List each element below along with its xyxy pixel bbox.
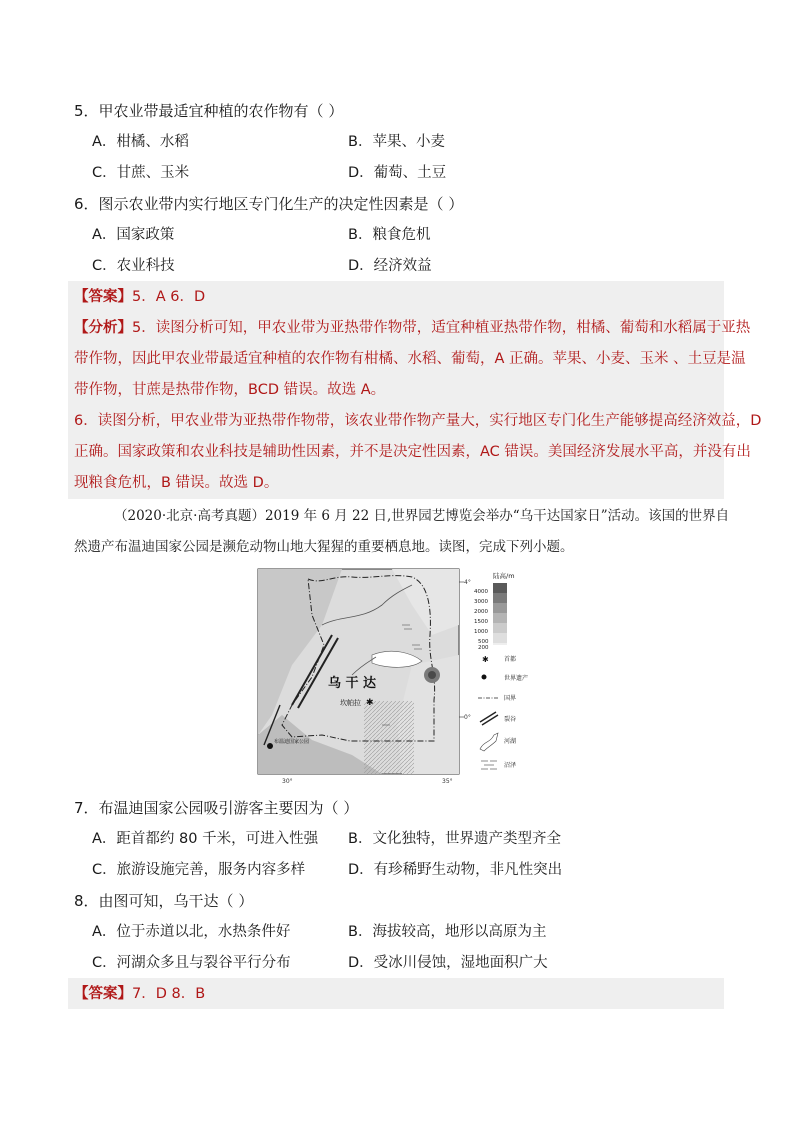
- analysis-line-5: 正确。国家政策和农业科技是辅助性因素，并不是决定性因素，AC 错误。美国经济发展水平高，并没有出: [74, 444, 751, 460]
- legend-heritage: 世界遗产: [504, 675, 529, 682]
- legend-river-lake: 河湖: [504, 738, 517, 745]
- heritage-legend-icon: [482, 675, 487, 680]
- lon-right-label: 35°: [442, 778, 453, 785]
- question-7-option-b: B．文化独特，世界遗产类型齐全: [348, 831, 561, 847]
- elev-5: 1000: [474, 629, 488, 635]
- lon-left-label: 30°: [282, 778, 293, 785]
- answer-line-2: [74, 984, 722, 1004]
- capital-star-icon: ✱: [366, 698, 374, 708]
- park-label: 布温迪国家公园: [274, 739, 310, 745]
- question-5-option-c: C．甘蔗、玉米: [92, 165, 190, 181]
- analysis-line-3: 带作物，甘蔗是热带作物，BCD 错误。故选 A。: [74, 382, 386, 398]
- analysis-text-1: 5．读图分析可知，甲农业带为亚热带作物带，适宜种植亚热带作物，柑橘、葡萄和水稻属于亚热: [132, 320, 751, 336]
- elev-7: 200: [478, 645, 489, 651]
- question-6-option-a: A．国家政策: [92, 227, 175, 243]
- question-7-option-d: D．有珍稀野生动物，非凡性突出: [348, 862, 563, 878]
- river-lake-legend-icon: [480, 733, 498, 751]
- legend-title: 陆高/m: [493, 572, 515, 580]
- analysis-line-4: 6．读图分析，甲农业带为亚热带作物带，该农业带作物产量大，实行地区专门化生产能够提高经济效益，D: [74, 413, 762, 429]
- question-7-option-a: A．距首都约 80 千米，可进入性强: [92, 831, 319, 847]
- elev-3: 2000: [474, 609, 488, 615]
- question-5-option-d: D．葡萄、土豆: [348, 165, 447, 181]
- question-5-option-a: A．柑橘、水稻: [92, 134, 189, 150]
- question-6-stem: 6．图示农业带内实行地区专门化生产的决定性因素是（ ）: [74, 195, 464, 213]
- question-6-option-d: D．经济效益: [348, 258, 432, 274]
- answer-tag: 【答案】: [74, 289, 132, 305]
- answer-tag-2: 【答案】: [74, 986, 132, 1002]
- legend-capital: 首都: [504, 656, 517, 663]
- analysis-line-1: [74, 318, 751, 338]
- question-5-stem: 5．甲农业带最适宜种植的农作物有（ ）: [74, 102, 344, 120]
- lat-top-label: 4°: [464, 579, 471, 586]
- capital-legend-icon: ✱: [482, 655, 489, 664]
- elev-4: 1500: [474, 619, 488, 625]
- analysis-line-2: 带作物，因此甲农业带最适宜种植的农作物有柑橘、水稻、葡萄，A 正确。苹果、小麦、玉米 、土豆是温: [74, 351, 746, 367]
- analysis-tag: 【分析】: [74, 320, 132, 336]
- question-8-option-a: A．位于赤道以北，水热条件好: [92, 924, 291, 940]
- intro-line-1: （2020·北京·高考真题）2019 年 6 月 22 日,世界园艺博览会举办“乌干达国家日”活动。该国的世界自: [114, 508, 730, 524]
- uganda-map-figure: [252, 565, 542, 787]
- question-7-stem: 7．布温迪国家公园吸引游客主要因为（ ）: [74, 799, 359, 817]
- heritage-marker-icon: [267, 743, 273, 749]
- elevation-legend: [493, 583, 507, 645]
- elev-1: 4000: [474, 589, 488, 595]
- answer-text-2: 7．D 8．B: [132, 986, 206, 1002]
- country-label: 乌 干 达: [328, 676, 377, 691]
- question-5-option-b: B．苹果、小麦: [348, 134, 445, 150]
- question-8-stem: 8．由图可知，乌干达（ ）: [74, 892, 254, 910]
- elev-6: 500: [478, 639, 489, 645]
- answer-text: 5．A 6．D: [132, 289, 206, 305]
- lat-equator-label: 0°: [464, 714, 471, 721]
- question-7-option-c: C．旅游设施完善，服务内容多样: [92, 862, 306, 878]
- question-8-option-b: B．海拔较高，地形以高原为主: [348, 924, 547, 940]
- legend-border: 国界: [504, 695, 517, 702]
- legend-rift: 裂谷: [504, 716, 517, 723]
- question-6-option-b: B．粮食危机: [348, 227, 431, 243]
- lake-victoria: [364, 701, 414, 774]
- question-8-option-c: C．河湖众多且与裂谷平行分布: [92, 955, 291, 971]
- question-6-option-c: C．农业科技: [92, 258, 175, 274]
- capital-label: 坎帕拉: [340, 699, 361, 707]
- uganda-map: [252, 565, 542, 787]
- elev-2: 3000: [474, 599, 488, 605]
- legend-swamp: 沼泽: [504, 762, 517, 769]
- swamp-legend-icon: [481, 761, 497, 769]
- answer-line-1: [74, 287, 722, 307]
- intro-line-2: 然遗产布温迪国家公园是濒危动物山地大猩猩的重要栖息地。读图，完成下列小题。: [74, 539, 574, 555]
- question-8-option-d: D．受冰川侵蚀，湿地面积广大: [348, 955, 548, 971]
- analysis-line-6: 现粮食危机，B 错误。故选 D。: [74, 475, 279, 491]
